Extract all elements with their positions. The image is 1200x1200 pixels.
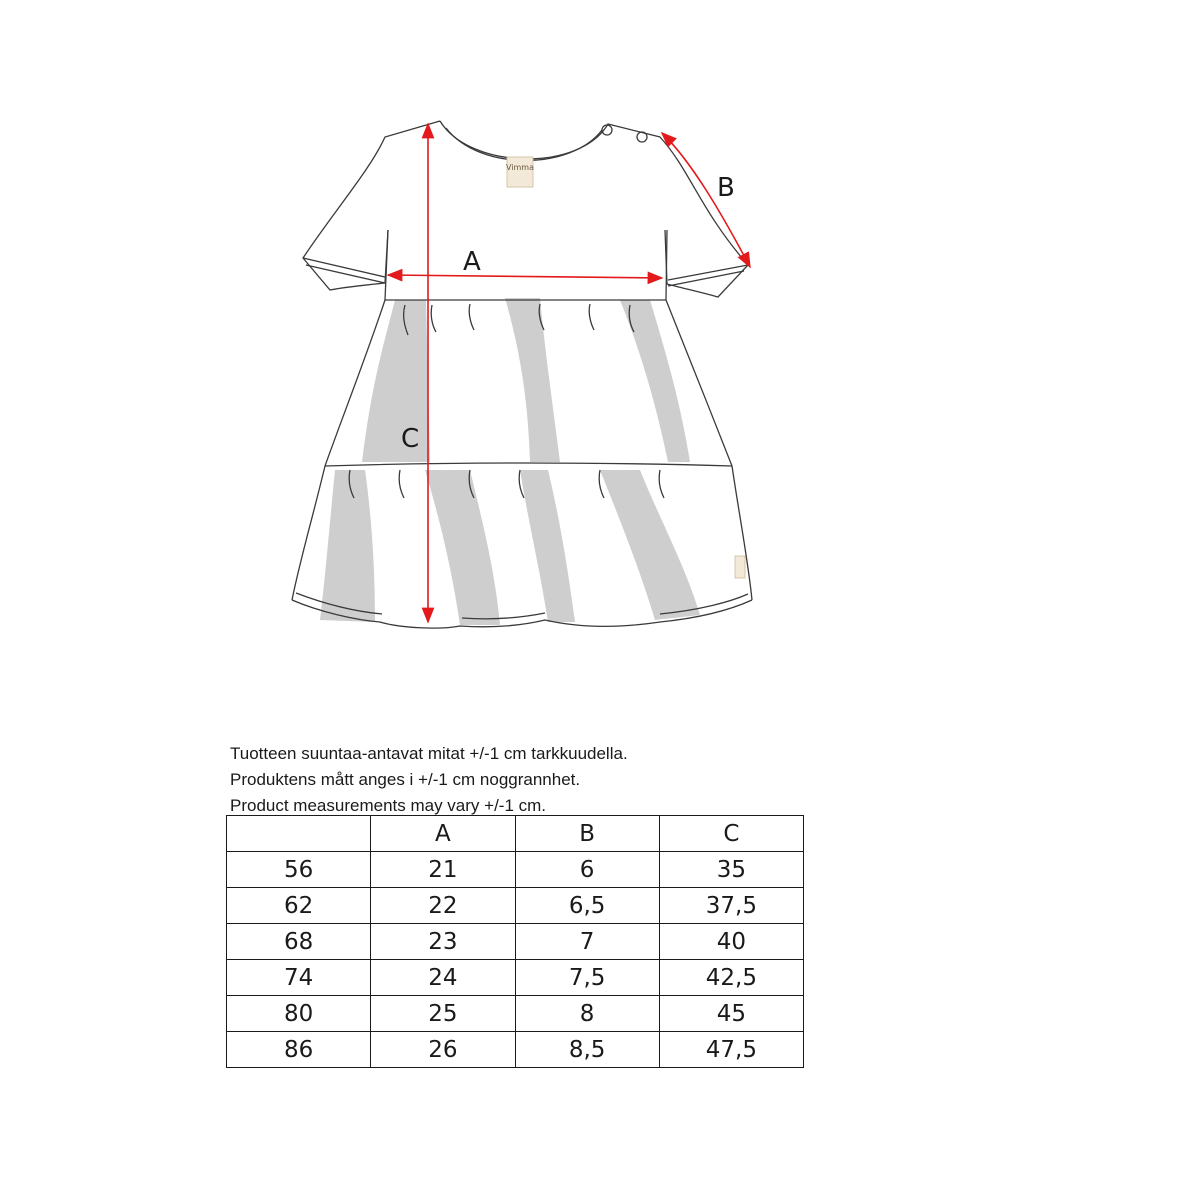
arrow-b	[662, 133, 750, 267]
cell-size: 80	[227, 996, 371, 1032]
table-row	[227, 888, 804, 924]
neck-label	[506, 157, 534, 187]
note-swedish: Produktens mått anges i +/-1 cm noggrannhet.	[230, 770, 581, 789]
side-label	[735, 556, 745, 578]
table-row	[227, 924, 804, 960]
note-english: Product measurements may vary +/-1 cm.	[230, 796, 547, 815]
cell-size: 86	[227, 1032, 371, 1068]
cell-a: 22	[371, 888, 515, 924]
cell-size: 56	[227, 852, 371, 888]
cell-c: 47,5	[659, 1032, 803, 1068]
table-row	[227, 960, 804, 996]
cell-size: 62	[227, 888, 371, 924]
cell-a: 21	[371, 852, 515, 888]
table-header-row	[227, 816, 804, 852]
cell-b: 6,5	[515, 888, 659, 924]
label-c: C	[401, 424, 420, 454]
cell-b: 7,5	[515, 960, 659, 996]
header-size	[227, 816, 371, 852]
cell-c: 35	[659, 852, 803, 888]
cell-b: 8	[515, 996, 659, 1032]
cell-c: 40	[659, 924, 803, 960]
cell-b: 6	[515, 852, 659, 888]
cell-size: 74	[227, 960, 371, 996]
header-c: C	[659, 816, 803, 852]
label-a: A	[463, 247, 481, 277]
cell-b: 7	[515, 924, 659, 960]
cell-a: 25	[371, 996, 515, 1032]
measurement-notes	[230, 741, 628, 819]
cell-b: 8,5	[515, 1032, 659, 1068]
cell-c: 45	[659, 996, 803, 1032]
table-row	[227, 1032, 804, 1068]
table-row	[227, 996, 804, 1032]
cell-size: 68	[227, 924, 371, 960]
svg-text:Vimma: Vimma	[505, 163, 535, 172]
cell-a: 23	[371, 924, 515, 960]
note-finnish: Tuotteen suuntaa-antavat mitat +/-1 cm tarkkuudella.	[230, 744, 628, 763]
cell-c: 42,5	[659, 960, 803, 996]
header-b: B	[515, 816, 659, 852]
skirt-shading	[320, 298, 700, 625]
label-b: B	[717, 173, 735, 203]
cell-a: 26	[371, 1032, 515, 1068]
size-table	[226, 815, 804, 1068]
cell-a: 24	[371, 960, 515, 996]
arrow-a	[388, 275, 662, 278]
table-row	[227, 852, 804, 888]
header-a: A	[371, 816, 515, 852]
cell-c: 37,5	[659, 888, 803, 924]
